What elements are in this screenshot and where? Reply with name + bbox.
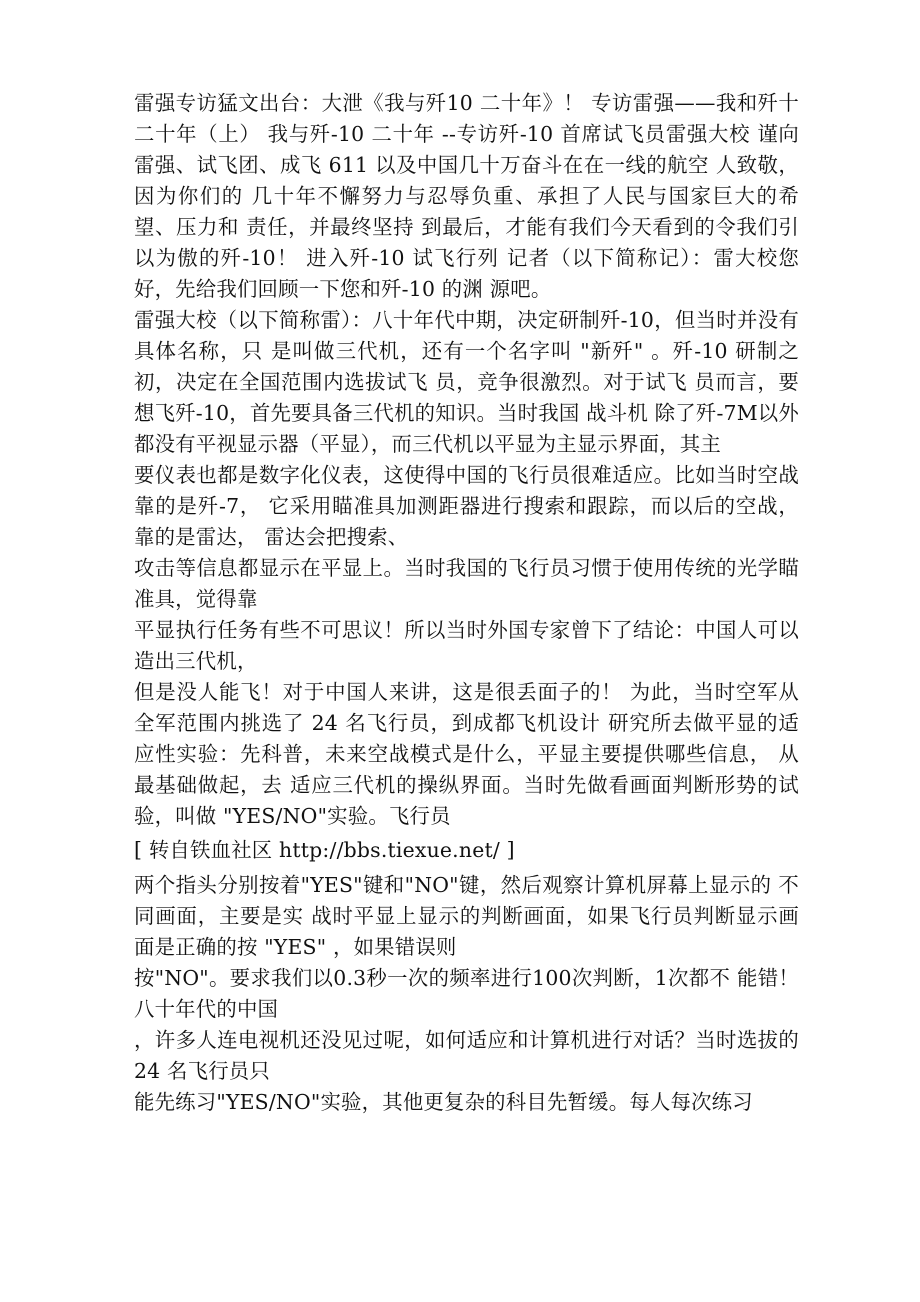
paragraph-answer-5: 但是没人能飞！对于中国人来讲，这是很丢面子的！ 为此，当时空军从全军范围内挑选了 24 名飞行员，到成都飞机设计 研究所去做平显的适 应性实验：先科普，未来空战模式是什么，平显主要提供哪些信息， 从最基础做起，去 适应三代机的操纵界面。当时先做看画面判断形势的试验，叫做 "YES/NO"实验。飞行员	[134, 680, 799, 828]
paragraph-answer-2: 要仪表也都是数字化仪表，这使得中国的飞行员很难适应。比如当时空战靠的是歼-7， 它采用瞄准具加测距器进行搜索和跟踪，而以后的空战，靠的是雷达， 雷达会把搜索、	[134, 463, 799, 549]
paragraph-answer-4: 平显执行任务有些不可思议！所以当时外国专家曾下了结论：中国人可以造出三代机，	[134, 618, 799, 673]
paragraph-answer-9: 能先练习"YES/NO"实验，其他更复杂的科目先暂缓。每人每次练习	[134, 1090, 753, 1114]
paragraph-answer-3: 攻击等信息都显示在平显上。当时我国的飞行员习惯于使用传统的光学瞄准具，觉得靠	[134, 556, 799, 611]
document-body	[134, 88, 799, 1118]
paragraph-answer-8: ，许多人连电视机还没见过呢，如何适应和计算机进行对话？当时选拔的 24 名飞行员只	[134, 1028, 799, 1083]
paragraph-answer-7: 按"NO"。要求我们以0.3秒一次的频率进行100次判断，1次都不 能错！八十年代的中国	[134, 966, 799, 1021]
paragraph-intro: 雷强专访猛文出台：大泄《我与歼10 二十年》！ 专访雷强——我和歼十二十年（上） 我与歼-10 二十年 --专访歼-10 首席试飞员雷强大校 谨向雷强、试飞团、成飞 611 以及中国几十万奋斗在在一线的航空 人致敬，因为你们的 几十年不懈努力与忍辱负重、承担了人民与国家巨大的希望、压力和 责任，并最终坚持 到最后，才能有我们今天看到的令我们引以为傲的歼-10！ 进入歼-10 试飞行列 记者（以下简称记）：雷大校您好，先给我们回顾一下您和歼-10 的渊 源吧。	[134, 91, 799, 301]
paragraph-answer-6: 两个指头分别按着"YES"键和"NO"键，然后观察计算机屏幕上显示的 不同画面，主要是实 战时平显上显示的判断画面，如果飞行员判断显示画面是正确的按 "YES" ，如果错误则	[134, 873, 799, 959]
source-note: [ 转自铁血社区 http://bbs.tiexue.net/ ]	[134, 838, 515, 862]
paragraph-answer-1: 雷强大校（以下简称雷）：八十年代中期，决定研制歼-10，但当时并没有具体名称，只 是叫做三代机，还有一个名字叫 "新歼" 。歼-10 研制之初，决定在全国范围内选拔试飞 员，竞争很激烈。对于试飞 员而言，要想飞歼-10，首先要具备三代机的知识。当时我国 战斗机 除了歼-7M以外都没有平视显示器（平显），而三代机以平显为主显示界面，其主	[134, 308, 799, 456]
